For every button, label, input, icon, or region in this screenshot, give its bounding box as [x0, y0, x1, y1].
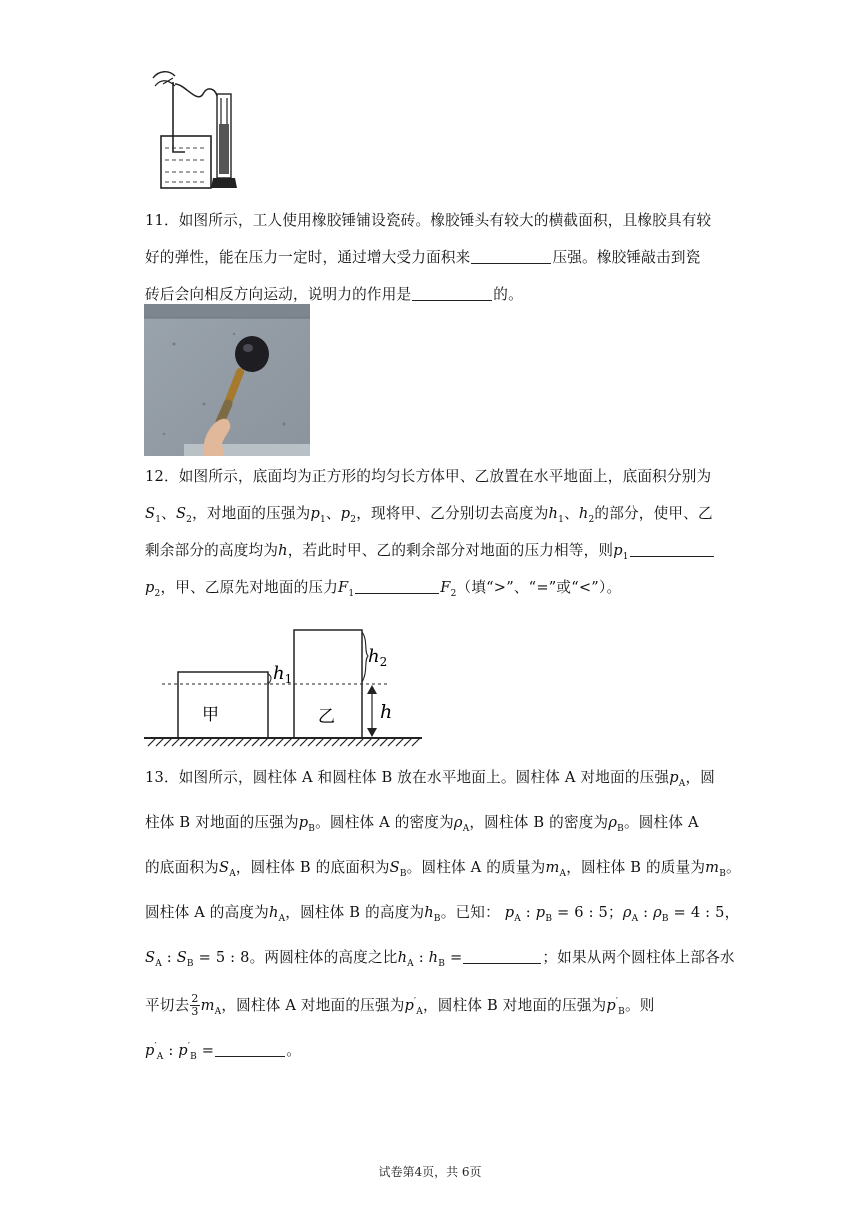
label-h1: h [273, 663, 285, 684]
label-jia: 甲 [202, 705, 219, 725]
q13-line-3: 的底面积为$S_A$，圆柱体 B 的底面积为$S_B$。圆柱体 A 的质量为$m_A$，圆柱体 B 的质量为$m_B$。 [145, 859, 741, 879]
q13-line-4: 圆柱体 A 的高度为$h_A$，圆柱体 B 的高度为$h_B$。已知： $p_A$ : $p_B = 6$ : 5；$\rho_A$ : $\rho_B = 4$ : 5， [145, 904, 740, 924]
q11-line-3: 砖后会向相反方向运动，说明力的作用是 的。 [145, 286, 523, 303]
pressure-gauge-figure [145, 64, 245, 194]
question-13 [145, 755, 741, 1070]
answer-blank[interactable] [630, 540, 714, 557]
label-h2: h [368, 646, 380, 667]
answer-blank[interactable] [355, 577, 439, 594]
answer-blank[interactable] [215, 1040, 285, 1057]
label-h: h [380, 701, 393, 723]
rubber-hammer-photo [144, 304, 310, 456]
fraction-two-thirds: $\frac{2}{3}$ [191, 992, 199, 1019]
svg-text:h2 [368, 646, 387, 669]
q11-line-1: 11．如图所示，工人使用橡胶锤铺设瓷砖。橡胶锤头有较大的横截面积，且橡胶具有较 [145, 212, 712, 229]
question-12 [145, 458, 720, 606]
label-h2-sub: 2 [379, 655, 388, 669]
q12-line-4: $p_2$，甲、乙原先对地面的压力$F_1$ $F_2$（填“>”、“=”或“<”）。 [145, 579, 622, 599]
q12-line-3: 剩余部分的高度均为h，若此时甲、乙的剩余部分对地面的压力相等，则$p_1$ [145, 532, 720, 569]
q13-line-6: 平切去 $\frac{2}{3}$ $m_A$，圆柱体 A 对地面的压强为$p'_A$，圆柱体 B 对地面的压强为$p'_B$。则 [145, 992, 655, 1019]
q11-line-2: 好的弹性，能在压力一定时，通过增大受力面积来 压强。橡胶锤敲击到瓷 [145, 249, 701, 266]
answer-blank[interactable] [471, 247, 551, 264]
q13-line-5: $S_A$ : $S_B = 5$ : 8。两圆柱体的高度之比$h_A$ : $h_B$ = ；如果从两个圆柱体上部各水 [145, 949, 735, 969]
q13-line-1: 13．如图所示，圆柱体 A 和圆柱体 B 放在水平地面上。圆柱体 A 对地面的压强$p_A$，圆 [145, 769, 716, 789]
svg-text:h1 [273, 663, 292, 686]
block-jia [178, 672, 268, 738]
q12-line-1: 12．如图所示，底面均为正方形的均匀长方体甲、乙放置在水平地面上，底面积分别为 [145, 468, 712, 485]
page-footer: 试卷第4页，共 6页 [378, 1165, 482, 1179]
question-11 [145, 202, 720, 313]
label-yi: 乙 [318, 707, 335, 727]
label-h1-sub: 1 [284, 672, 293, 686]
answer-blank[interactable] [412, 284, 492, 301]
answer-blank[interactable] [463, 947, 541, 964]
q12-line-2: $S_1$、$S_2$，对地面的压强为$p_1$、$p_2$，现将甲、乙分别切去高度为$h_1$、$h_2$的部分，使甲、乙 [145, 505, 713, 525]
q13-line-2: 柱体 B 对地面的压强为$p_B$。圆柱体 A 的密度为$\rho_A$，圆柱体 B 的密度为$\rho_B$。圆柱体 A [145, 814, 699, 834]
blocks-figure [140, 622, 430, 748]
q13-line-7: $p'_A$ : $p'_B$ = 。 [145, 1041, 301, 1062]
